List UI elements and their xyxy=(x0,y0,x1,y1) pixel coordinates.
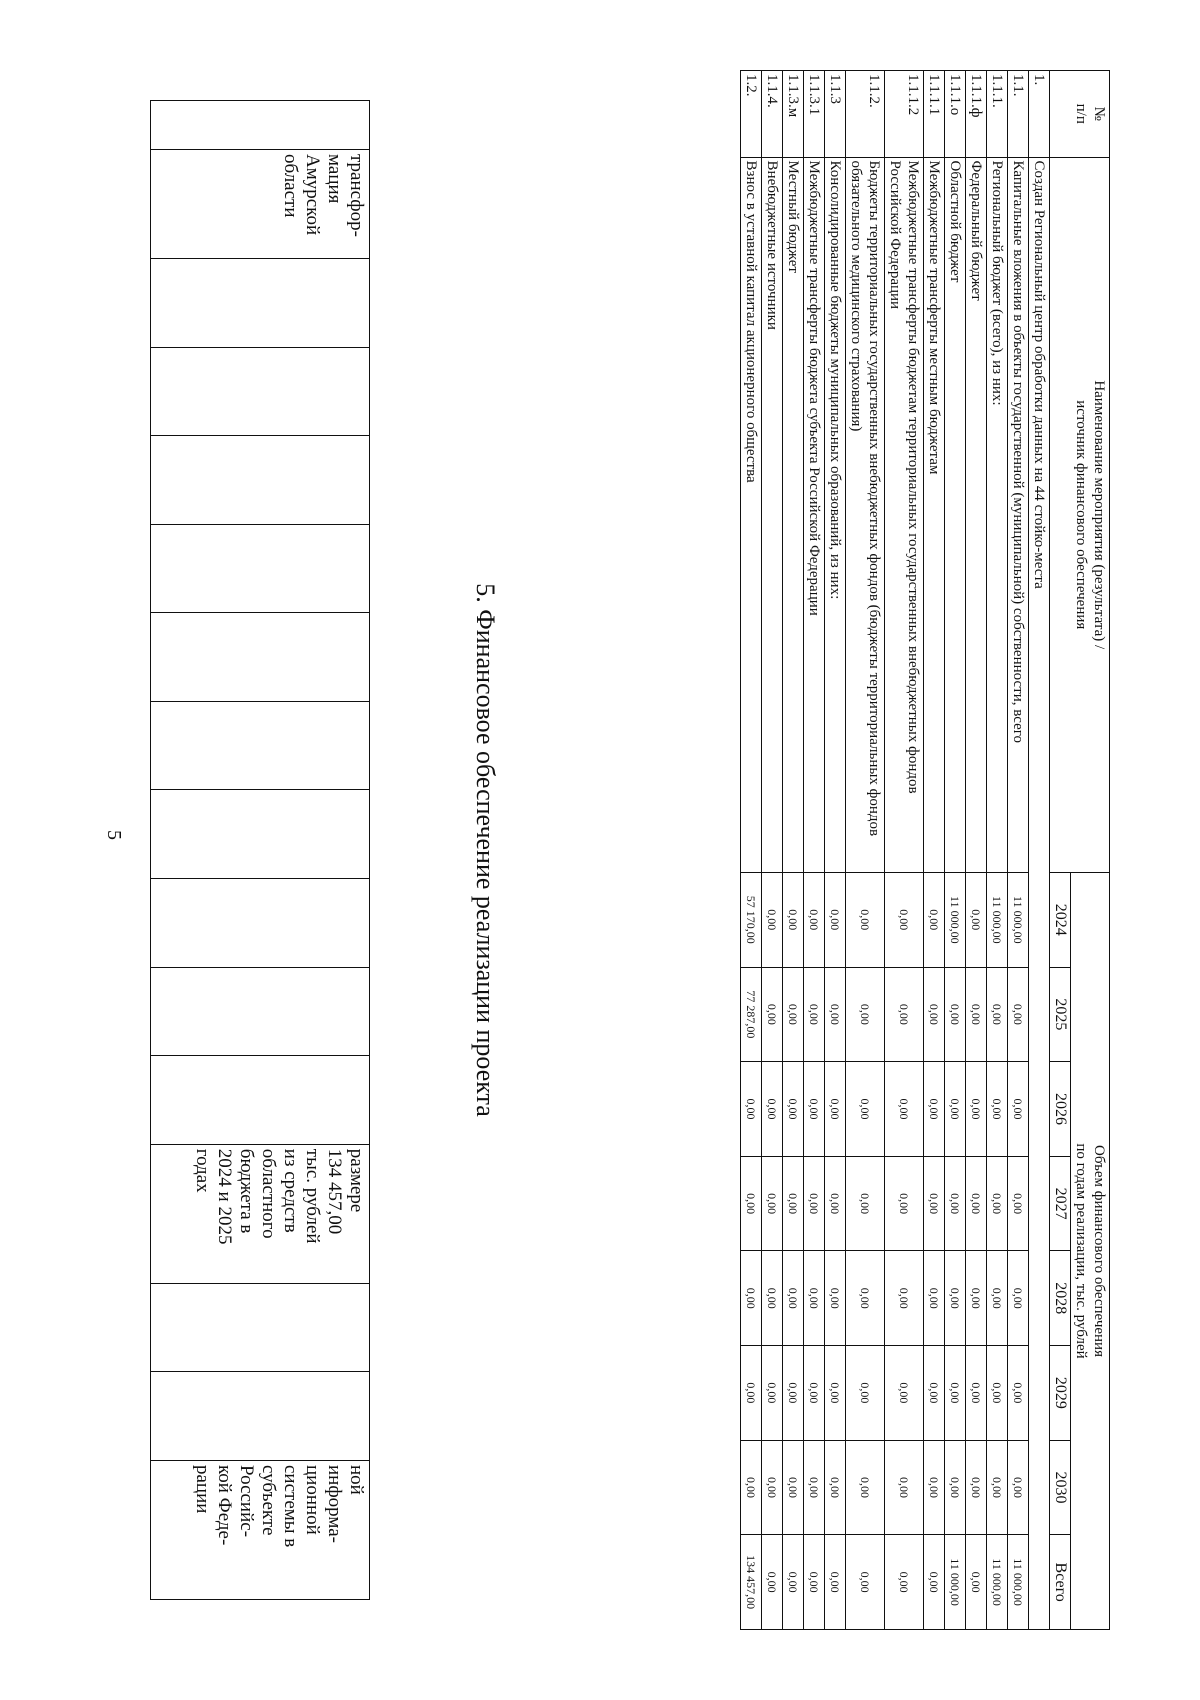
row-number: 1.1.1. xyxy=(987,71,1008,158)
row-name: Взнос в уставной капитал акционерного общества xyxy=(741,157,762,872)
year-value: 11 000,00 xyxy=(1008,873,1029,968)
year-value: 0,00 xyxy=(804,1440,825,1535)
year-value: 0,00 xyxy=(1008,1346,1029,1441)
row-name: Межбюджетные трансферты бюджета субъекта Российской Федерации xyxy=(804,157,825,872)
year-value: 0,00 xyxy=(846,1346,885,1441)
year-value: 0,00 xyxy=(966,967,987,1062)
total-value: 0,00 xyxy=(804,1535,825,1630)
year-value: 0,00 xyxy=(924,1251,945,1346)
year-value: 0,00 xyxy=(945,1346,966,1441)
table-cell xyxy=(151,436,370,525)
year-value: 0,00 xyxy=(846,1440,885,1535)
page-number: 5 xyxy=(103,830,125,840)
total-value: 0,00 xyxy=(924,1535,945,1630)
year-value: 0,00 xyxy=(741,1156,762,1251)
year-value: 0,00 xyxy=(966,1156,987,1251)
year-value: 0,00 xyxy=(987,1251,1008,1346)
year-value: 0,00 xyxy=(762,967,783,1062)
row-name: Консолидированные бюджеты муниципальных образований, из них: xyxy=(825,157,846,872)
header-row xyxy=(1071,71,1110,1630)
year-value: 0,00 xyxy=(885,1346,924,1441)
section-title: 5. Финансовое обеспечение реализации проекта xyxy=(471,583,500,1117)
year-value: 0,00 xyxy=(987,1440,1008,1535)
num-header: № п/п xyxy=(1050,71,1110,158)
table-row xyxy=(885,71,924,1630)
year-value: 0,00 xyxy=(966,873,987,968)
year-value: 0,00 xyxy=(762,1440,783,1535)
total-value: 0,00 xyxy=(885,1535,924,1630)
table-row xyxy=(945,71,966,1630)
year-value: 0,00 xyxy=(1008,1156,1029,1251)
row-name: Бюджеты территориальных государственных внебюджетных фондов (бюджеты территориальных фондов обязательного медицинского страхования) xyxy=(846,157,885,872)
year-value: 0,00 xyxy=(783,1440,804,1535)
table-cell xyxy=(151,1283,370,1372)
table-cell xyxy=(151,259,370,348)
row-number: 1.2. xyxy=(741,71,762,158)
total-value: 0,00 xyxy=(966,1535,987,1630)
year-value: 0,00 xyxy=(825,1346,846,1441)
financing-table xyxy=(740,70,1110,1630)
table-row xyxy=(846,71,885,1630)
table-row xyxy=(825,71,846,1630)
year-value: 0,00 xyxy=(966,1440,987,1535)
year-value: 0,00 xyxy=(846,873,885,968)
table-row xyxy=(924,71,945,1630)
year-value: 0,00 xyxy=(783,1062,804,1157)
year-value: 0,00 xyxy=(783,1156,804,1251)
year-header: 2024 xyxy=(1050,873,1071,968)
row-number: 1.1.1.1 xyxy=(924,71,945,158)
year-value: 0,00 xyxy=(945,967,966,1062)
year-value: 0,00 xyxy=(1008,1062,1029,1157)
table-cell xyxy=(151,701,370,790)
year-value: 0,00 xyxy=(924,873,945,968)
year-value: 0,00 xyxy=(804,1062,825,1157)
year-value: 0,00 xyxy=(846,967,885,1062)
year-value: 11 000,00 xyxy=(987,873,1008,968)
year-value: 0,00 xyxy=(783,1346,804,1441)
total-header: Всего xyxy=(1050,1535,1071,1630)
name-header: Наименование мероприятия (результата) / источник финансового обеспечения xyxy=(1050,157,1110,872)
year-value: 0,00 xyxy=(825,1156,846,1251)
total-value: 0,00 xyxy=(762,1535,783,1630)
year-value: 0,00 xyxy=(804,873,825,968)
row-name: Межбюджетные трансферты местным бюджетам xyxy=(924,157,945,872)
year-header: 2028 xyxy=(1050,1251,1071,1346)
table-cell xyxy=(151,524,370,613)
year-value: 0,00 xyxy=(945,1440,966,1535)
year-value: 0,00 xyxy=(762,1156,783,1251)
year-value: 0,00 xyxy=(804,1346,825,1441)
table-cell xyxy=(151,101,370,150)
year-value: 0,00 xyxy=(741,1346,762,1441)
table-row xyxy=(804,71,825,1630)
year-value: 0,00 xyxy=(945,1251,966,1346)
row-number: 1.1.3.м xyxy=(783,71,804,158)
volume-header: Объем финансового обеспечения по годам реализации, тыс. рублей xyxy=(1071,873,1110,1630)
table-cell xyxy=(151,1056,370,1145)
year-value: 0,00 xyxy=(924,1346,945,1441)
year-value: 0,00 xyxy=(945,1062,966,1157)
row-number: 1.1.3.1 xyxy=(804,71,825,158)
row-name: Федеральный бюджет xyxy=(966,157,987,872)
year-value: 0,00 xyxy=(762,873,783,968)
total-value: 0,00 xyxy=(846,1535,885,1630)
year-value: 0,00 xyxy=(966,1346,987,1441)
year-value: 0,00 xyxy=(987,1346,1008,1441)
row-name: Создан Региональный центр обработки данных на 44 стойко-места xyxy=(1029,157,1050,1629)
year-value: 0,00 xyxy=(762,1251,783,1346)
year-value: 0,00 xyxy=(885,967,924,1062)
row-name: Внебюджетные источники xyxy=(762,157,783,872)
row-number: 1.1.1.ф xyxy=(966,71,987,158)
row-name: Местный бюджет xyxy=(783,157,804,872)
year-value: 0,00 xyxy=(825,1062,846,1157)
total-value: 0,00 xyxy=(783,1535,804,1630)
year-header: 2025 xyxy=(1050,967,1071,1062)
year-value: 0,00 xyxy=(825,1251,846,1346)
table-row xyxy=(1008,71,1029,1630)
funding-cell: размере 134 457,00 тыс. рублей из средств областного бюджета в 2024 и 2025 годах xyxy=(151,1144,370,1283)
table-row xyxy=(741,71,762,1630)
row-name: Региональный бюджет (всего), из них: xyxy=(987,157,1008,872)
table-row xyxy=(987,71,1008,1630)
year-value: 0,00 xyxy=(762,1062,783,1157)
year-value: 0,00 xyxy=(762,1346,783,1441)
year-value: 0,00 xyxy=(966,1062,987,1157)
table-cell xyxy=(151,613,370,702)
row-number: 1.1.1.2 xyxy=(885,71,924,158)
total-value: 11 000,00 xyxy=(945,1535,966,1630)
year-value: 0,00 xyxy=(945,1156,966,1251)
year-header: 2029 xyxy=(1050,1346,1071,1441)
year-value: 0,00 xyxy=(924,1062,945,1157)
year-value: 0,00 xyxy=(924,1156,945,1251)
year-value: 0,00 xyxy=(804,1156,825,1251)
year-value: 0,00 xyxy=(885,1251,924,1346)
row-number: 1.1.3 xyxy=(825,71,846,158)
row-number: 1.1. xyxy=(1008,71,1029,158)
year-value: 0,00 xyxy=(987,1156,1008,1251)
year-value: 0,00 xyxy=(846,1251,885,1346)
section-row xyxy=(1029,71,1050,1630)
total-value: 11 000,00 xyxy=(987,1535,1008,1630)
year-header: 2027 xyxy=(1050,1156,1071,1251)
year-value: 0,00 xyxy=(741,1440,762,1535)
table-row xyxy=(783,71,804,1630)
year-value: 0,00 xyxy=(783,873,804,968)
year-value: 0,00 xyxy=(1008,1251,1029,1346)
year-value: 0,00 xyxy=(885,1062,924,1157)
year-value: 77 287,00 xyxy=(741,967,762,1062)
year-value: 0,00 xyxy=(825,873,846,968)
year-value: 0,00 xyxy=(885,873,924,968)
year-value: 0,00 xyxy=(783,967,804,1062)
row-name: Капитальные вложения в объекты государственной (муниципальной) собственности, всего xyxy=(1008,157,1029,872)
year-value: 57 170,00 xyxy=(741,873,762,968)
year-value: 0,00 xyxy=(1008,967,1029,1062)
year-value: 0,00 xyxy=(846,1156,885,1251)
total-value: 0,00 xyxy=(825,1535,846,1630)
table-cell xyxy=(151,790,370,879)
year-value: 0,00 xyxy=(966,1251,987,1346)
year-value: 0,00 xyxy=(885,1156,924,1251)
year-header: 2030 xyxy=(1050,1440,1071,1535)
table-row xyxy=(151,101,370,1600)
year-value: 0,00 xyxy=(783,1251,804,1346)
row-number: 1.1.2. xyxy=(846,71,885,158)
row-name: Межбюджетные трансферты бюджетам территориальных государственных внебюджетных фондов Российской Федерации xyxy=(885,157,924,872)
table-cell xyxy=(151,879,370,968)
year-value: 0,00 xyxy=(987,967,1008,1062)
row-number: 1.1.4. xyxy=(762,71,783,158)
transform-cell: трансфор- мация Амурской области xyxy=(151,150,370,259)
total-value: 11 000,00 xyxy=(1008,1535,1029,1630)
year-value: 0,00 xyxy=(741,1251,762,1346)
year-value: 0,00 xyxy=(825,1440,846,1535)
year-value: 0,00 xyxy=(825,967,846,1062)
total-value: 134 457,00 xyxy=(741,1535,762,1630)
year-value: 0,00 xyxy=(924,967,945,1062)
row-name: Областной бюджет xyxy=(945,157,966,872)
year-value: 0,00 xyxy=(885,1440,924,1535)
row-number: 1. xyxy=(1029,71,1050,158)
year-value: 0,00 xyxy=(804,967,825,1062)
year-value: 0,00 xyxy=(924,1440,945,1535)
top-continuation-table xyxy=(150,100,370,1600)
year-value: 0,00 xyxy=(741,1062,762,1157)
table-row xyxy=(966,71,987,1630)
year-value: 0,00 xyxy=(987,1062,1008,1157)
table-cell xyxy=(151,967,370,1056)
year-value: 11 000,00 xyxy=(945,873,966,968)
year-header: 2026 xyxy=(1050,1062,1071,1157)
system-cell: ной информа- ционной системы в субъекте Российс- кой Феде- рации xyxy=(151,1461,370,1600)
table-cell xyxy=(151,1372,370,1461)
year-value: 0,00 xyxy=(846,1062,885,1157)
table-row xyxy=(762,71,783,1630)
year-value: 0,00 xyxy=(1008,1440,1029,1535)
row-number: 1.1.1.о xyxy=(945,71,966,158)
table-cell xyxy=(151,347,370,436)
year-value: 0,00 xyxy=(804,1251,825,1346)
